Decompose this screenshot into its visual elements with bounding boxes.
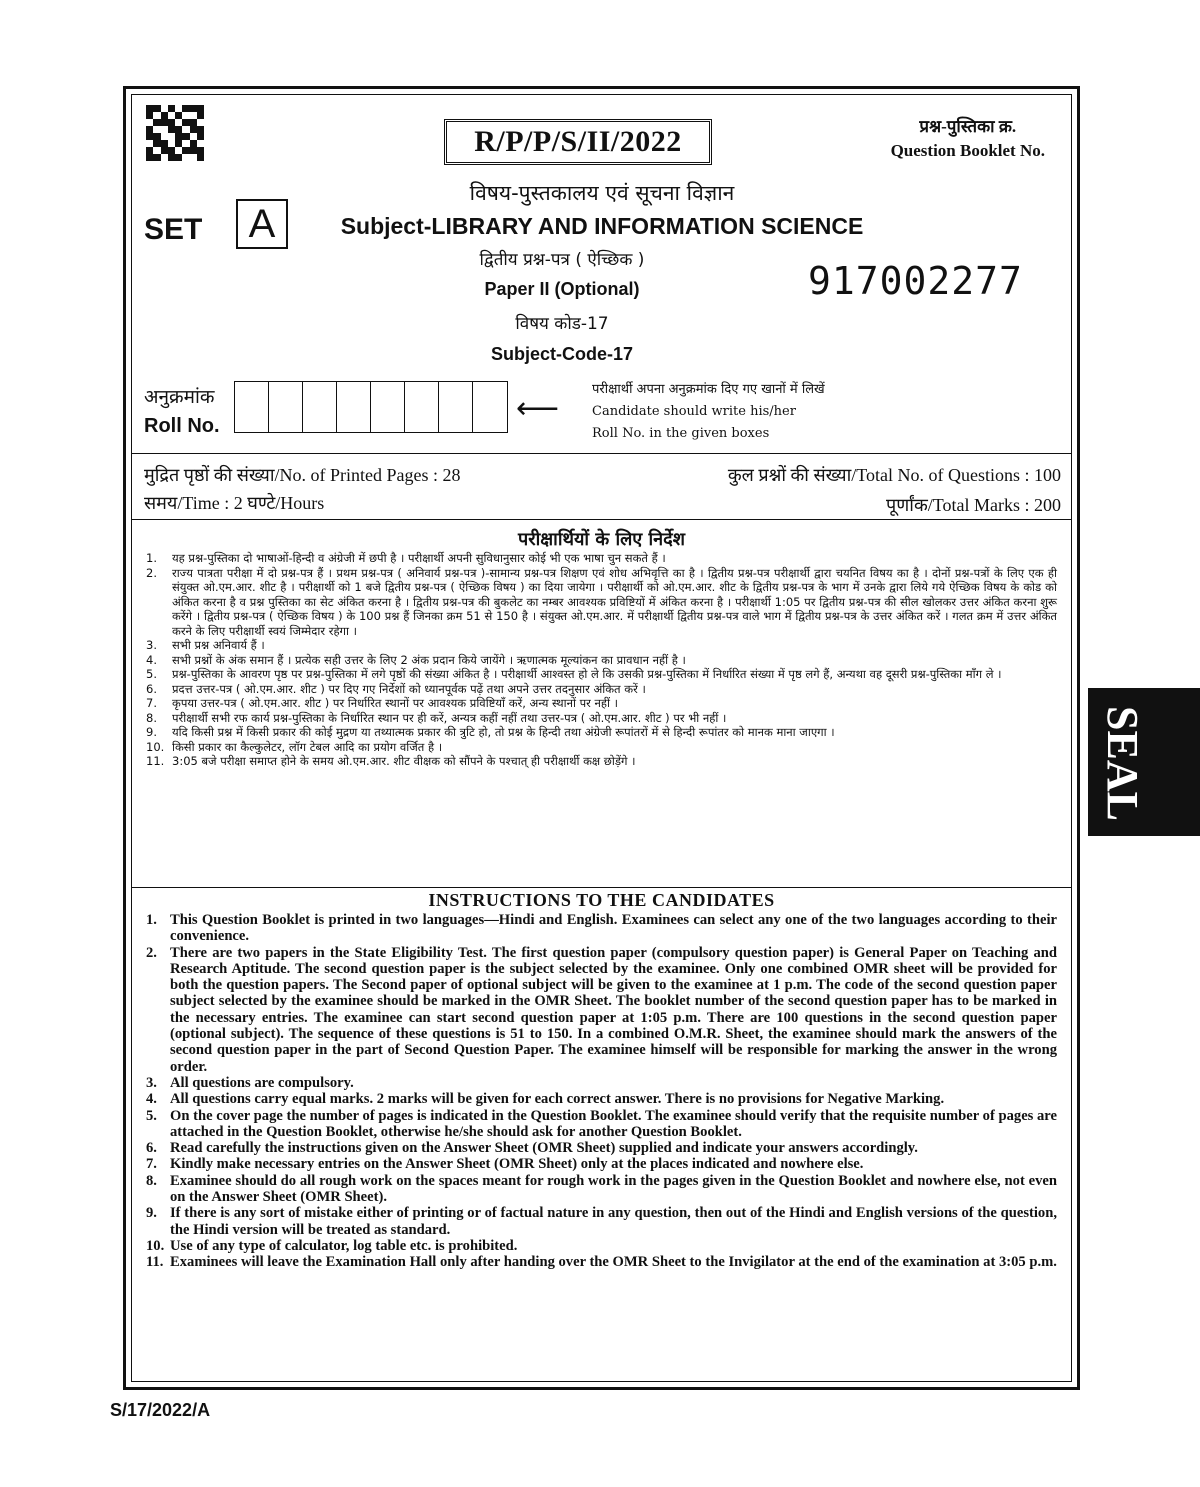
subject-code-hindi: विषय कोड-17 <box>515 314 609 334</box>
instruction-item <box>146 945 1057 1075</box>
instruction-item <box>146 740 1057 755</box>
instruction-text: There are two papers in the State Eligibility Test. The first question paper (compulsory question paper) is General Paper on Teaching and Research Aptitude. The second question paper is the subject selected by the examinee. Only one combined OMR sheet will be provided for both the question papers. The Second paper of optional subject will be given to the examinee at 1 p.m. The code of the second question paper subject selected by the examinee should be marked in the OMR Sheet. The booklet number of the second question paper has to be marked in the necessary entries. The examinee can start second question paper at 1:05 p.m. There are 100 questions in the second question paper (optional subject). The sequence of these questions is 51 to 150. In a combined O.M.R. Sheet, the examinee should mark the answers of the second question paper in the part of Second Question Paper. The examinee himself will be responsible for marking the answer in the wrong order. <box>170 944 1057 1075</box>
instruction-text: Examinees will leave the Examination Hall only after handing over the OMR Sheet to the Invigilator at the end of the examination at 3:05 p.m. <box>170 1254 1057 1271</box>
instruction-text: यह प्रश्न-पुस्तिका दो भाषाओं-हिन्दी व अंग्रेजी में छपी है । परीक्षार्थी अपनी सुविधानुसार कोई भी एक भाषा चुन सकते हैं । <box>172 551 666 565</box>
roll-digit-box[interactable] <box>303 382 337 432</box>
divider <box>132 887 1071 888</box>
instruction-text: प्रदत्त उत्तर-पत्र ( ओ.एम.आर. शीट ) पर दिए गए निर्देशों को ध्यानपूर्वक पढ़ें तथा अपने उत्तर तदनुसार अंकित करें । <box>172 681 646 696</box>
roll-note-english-2: Roll No. in the given boxes <box>592 426 770 441</box>
roll-digit-box[interactable] <box>235 382 269 432</box>
instruction-number: 11. <box>146 754 165 768</box>
instruction-number: 10. <box>146 1237 165 1254</box>
instruction-number: 6. <box>146 681 157 696</box>
instruction-number: 5. <box>146 667 157 681</box>
instruction-text: किसी प्रकार का कैल्कुलेटर, लॉग टेबल आदि का प्रयोग वर्जित है । <box>172 739 443 754</box>
cover-inner-border <box>131 94 1072 1382</box>
instruction-number: 2. <box>146 944 157 961</box>
instruction-item <box>146 667 1057 682</box>
instruction-text: प्रश्न-पुस्तिका के आवरण पृष्ठ पर प्रश्न-पुस्तिका में लगे पृष्ठों की संख्या अंकित है । परीक्षार्थी आश्वस्त हो ले कि उसकी प्रश्न-पुस्तिका में निर्धारित संख्या में पृष्ठ लगे हैं, अन्यथा वह दूसरी प्रश्न-पुस्तिका माँग ले । <box>172 667 1002 681</box>
instruction-number: 9. <box>146 1205 157 1222</box>
roll-digit-box[interactable] <box>371 382 405 432</box>
subject-english: Subject-LIBRARY AND INFORMATION SCIENCE <box>340 213 864 239</box>
instruction-number: 11. <box>146 1254 164 1271</box>
roll-number-boxes[interactable] <box>234 381 508 433</box>
instruction-item <box>146 1254 1057 1270</box>
exam-time: समय/Time : 2 घण्टे/Hours <box>144 493 325 513</box>
instruction-item <box>146 711 1057 726</box>
instruction-item <box>146 912 1057 945</box>
instruction-text: Examinee should do all rough work on the spaces meant for rough work in the pages given in the Question Booklet and nowhere else, not even on the Answer Sheet (OMR Sheet). <box>170 1172 1057 1206</box>
qr-code-icon <box>146 105 204 161</box>
instruction-text: Read carefully the instructions given on the Answer Sheet (OMR Sheet) supplied and indicate your answers accordingly. <box>170 1140 918 1157</box>
instruction-item <box>146 1091 1057 1107</box>
instruction-number: 10. <box>146 739 165 754</box>
subject-hindi: विषय-पुस्तकालय एवं सूचना विज्ञान <box>469 181 735 205</box>
instruction-item <box>146 638 1057 653</box>
instruction-item <box>146 754 1057 769</box>
roll-digit-box[interactable] <box>473 382 507 432</box>
instruction-text: All questions are compulsory. <box>170 1074 354 1091</box>
hindi-instructions-list <box>146 551 1057 769</box>
instruction-item <box>146 1156 1057 1172</box>
subject-code-english: Subject-Code-17 <box>490 344 634 364</box>
instruction-number: 9. <box>146 725 157 739</box>
instruction-number: 4. <box>146 652 157 667</box>
roll-label-hindi: अनुक्रमांक <box>144 386 215 408</box>
instruction-number: 7. <box>146 1156 157 1173</box>
instruction-number: 1. <box>146 912 157 928</box>
instruction-text: If there is any sort of mistake either of printing or of factual nature in any question, then out of the Hindi and English versions of the question, the Hindi version will be treated as standard. <box>170 1205 1057 1238</box>
booklet-label-english: Question Booklet No. <box>890 141 1045 160</box>
instruction-text: राज्य पात्रता परीक्षा में दो प्रश्न-पत्र हैं । प्रथम प्रश्न-पत्र ( अनिवार्य प्रश्न-पत्र )-सामान्य प्रश्न-पत्र शिक्षण एवं शोध अभिवृत्ति का है । द्वितीय प्रश्न-पत्र परीक्षार्थी द्वारा चयनित विषय का है । दोनों प्रश्न-पत्रों के लिए एक ही संयुक्त ओ.एम.आर. शीट है । परीक्षार्थी को 1 बजे द्वितीय प्रश्न-पत्र ( ऐच्छिक विषय ) का दिया जायेगा । परीक्षार्थी को ओ.एम.आर. शीट के द्वितीय प्रश्न-पत्र के भाग में उनके द्वारा लिये गये ऐच्छिक विषय के कोड को अंकित करना है व प्रश्न पुस्तिका का सेट अंकित करना है । द्वितीय प्रश्न-पत्र की बुकलेट का नम्बर आवश्यक प्रविष्टियों में अंकित करना है । परीक्षार्थी 1:05 पर द्वितीय प्रश्न-पत्र की सील खोलकर उत्तर अंकित करना शुरू करेंगे । द्वितीय प्रश्न-पत्र ( ऐच्छिक विषय ) के 100 प्रश्न हैं जिनका क्रम 51 से 150 है । संयुक्त ओ.एम.आर. में परीक्षार्थी द्वितीय प्रश्न-पत्र वाले भाग में द्वितीय प्रश्न-पत्र के उत्तर अंकित करें । गलत क्रम में उत्तर अंकित करने के लिए परीक्षार्थी स्वयं जिम्मेदार रहेगा । <box>172 565 1057 638</box>
instruction-number: 6. <box>146 1140 157 1157</box>
instruction-text: परीक्षार्थी सभी रफ कार्य प्रश्न-पुस्तिका के निर्धारित स्थान पर ही करें, अन्यत्र कहीं नहीं तथा उत्तर-पत्र ( ओ.एम.आर. शीट ) पर भी नहीं । <box>172 710 727 725</box>
instruction-number: 8. <box>146 1172 157 1189</box>
left-arrow-icon: ⟵ <box>516 391 560 426</box>
instruction-text: सभी प्रश्नों के अंक समान हैं । प्रत्येक सही उत्तर के लिए 2 अंक प्रदान किये जायेंगे । ऋणात्मक मूल्यांकन का प्रावधान नहीं है । <box>172 652 686 667</box>
cover-sheet <box>123 86 1080 1390</box>
instruction-item <box>146 1140 1057 1156</box>
seal-tab[interactable] <box>1088 688 1200 836</box>
instruction-number: 3. <box>146 638 157 652</box>
english-instructions-title: INSTRUCTIONS TO THE CANDIDATES <box>428 890 775 910</box>
instruction-text: All questions carry equal marks. 2 marks will be given for each correct answer. There is no provisions for Negative Marking. <box>170 1091 945 1108</box>
instruction-item <box>146 696 1057 711</box>
instruction-number: 8. <box>146 710 157 725</box>
booklet-number-label <box>891 115 1045 163</box>
roll-instruction-note <box>592 379 825 445</box>
instruction-text: Kindly make necessary entries on the Answer Sheet (OMR Sheet) only at the places indicated and nowhere else. <box>170 1156 864 1173</box>
paper-english: Paper II (Optional) <box>484 279 640 299</box>
roll-digit-box[interactable] <box>405 382 439 432</box>
instruction-item <box>146 1075 1057 1091</box>
instruction-item <box>146 725 1057 740</box>
total-marks: पूर्णांक/Total Marks : 200 <box>886 495 1061 515</box>
paper-hindi: द्वितीय प्रश्न-पत्र ( ऐच्छिक ) <box>479 250 645 270</box>
instruction-number: 3. <box>146 1074 157 1091</box>
roll-note-english-1: Candidate should write his/her <box>592 404 796 419</box>
instruction-text: 3:05 बजे परीक्षा समाप्त होने के समय ओ.एम.आर. शीट वीक्षक को सौंपने के पश्चात् ही परीक्षार्थी कक्ष छोड़ेंगे । <box>172 754 636 768</box>
instruction-number: 1. <box>146 551 157 565</box>
instruction-number: 5. <box>146 1107 157 1124</box>
roll-label-english: Roll No. <box>144 415 220 437</box>
instruction-text: On the cover page the number of pages is indicated in the Question Booklet. The examinee should verify that the requisite number of pages are attached in the Question Booklet, otherwise he/she should ask for another Question Booklet. <box>170 1107 1057 1140</box>
roll-digit-box[interactable] <box>439 382 473 432</box>
instruction-text: This Question Booklet is printed in two languages—Hindi and English. Examinees can select any one of the two languages according to their convenience. <box>170 912 1057 945</box>
roll-digit-box[interactable] <box>269 382 303 432</box>
divider <box>132 453 1071 454</box>
instruction-text: Use of any type of calculator, log table etc. is prohibited. <box>170 1237 518 1254</box>
hindi-instructions-title: परीक्षार्थियों के लिए निर्देश <box>518 529 685 550</box>
instruction-number: 7. <box>146 696 157 710</box>
printed-pages: मुद्रित पृष्ठों की संख्या/No. of Printed Pages : 28 <box>144 465 461 485</box>
roll-note-hindi: परीक्षार्थी अपना अनुक्रमांक दिए गए खानों में लिखें <box>592 382 825 397</box>
set-value: A <box>236 199 288 249</box>
instruction-item <box>146 1238 1057 1254</box>
english-instructions-list <box>146 912 1057 1271</box>
instruction-item <box>146 1205 1057 1238</box>
instruction-item <box>146 653 1057 668</box>
instruction-item <box>146 566 1057 639</box>
seal-label: SEAL <box>1098 706 1147 821</box>
instruction-text: कृपया उत्तर-पत्र ( ओ.एम.आर. शीट ) पर निर्धारित स्थानों पर आवश्यक प्रविष्टियाँ करें, अन्य स्थानों पर नहीं । <box>172 696 619 710</box>
instruction-number: 4. <box>146 1091 157 1108</box>
set-label: SET <box>144 213 203 246</box>
footer-code: S/17/2022/A <box>110 1400 211 1420</box>
roll-digit-box[interactable] <box>337 382 371 432</box>
instruction-item <box>146 1173 1057 1206</box>
booklet-label-hindi: प्रश्न-पुस्तिका क्र. <box>919 117 1017 136</box>
exam-code: R/P/P/S/II/2022 <box>444 119 712 165</box>
divider <box>132 519 1071 520</box>
instruction-text: यदि किसी प्रश्न में किसी प्रकार की कोई मुद्रण या तथ्यात्मक प्रकार की त्रुटि हो, तो प्रश्न के हिन्दी तथा अंग्रेजी रूपांतरों में से हिन्दी रूपांतर को मानक माना जाएगा । <box>172 725 835 739</box>
total-questions: कुल प्रश्नों की संख्या/Total No. of Questions : 100 <box>727 465 1061 485</box>
instruction-number: 2. <box>146 565 157 580</box>
instruction-text: सभी प्रश्न अनिवार्य हैं । <box>172 638 265 652</box>
instruction-item <box>146 1108 1057 1141</box>
instruction-item <box>146 551 1057 566</box>
booklet-serial-number: 917002277 <box>808 259 1023 303</box>
instruction-item <box>146 682 1057 697</box>
